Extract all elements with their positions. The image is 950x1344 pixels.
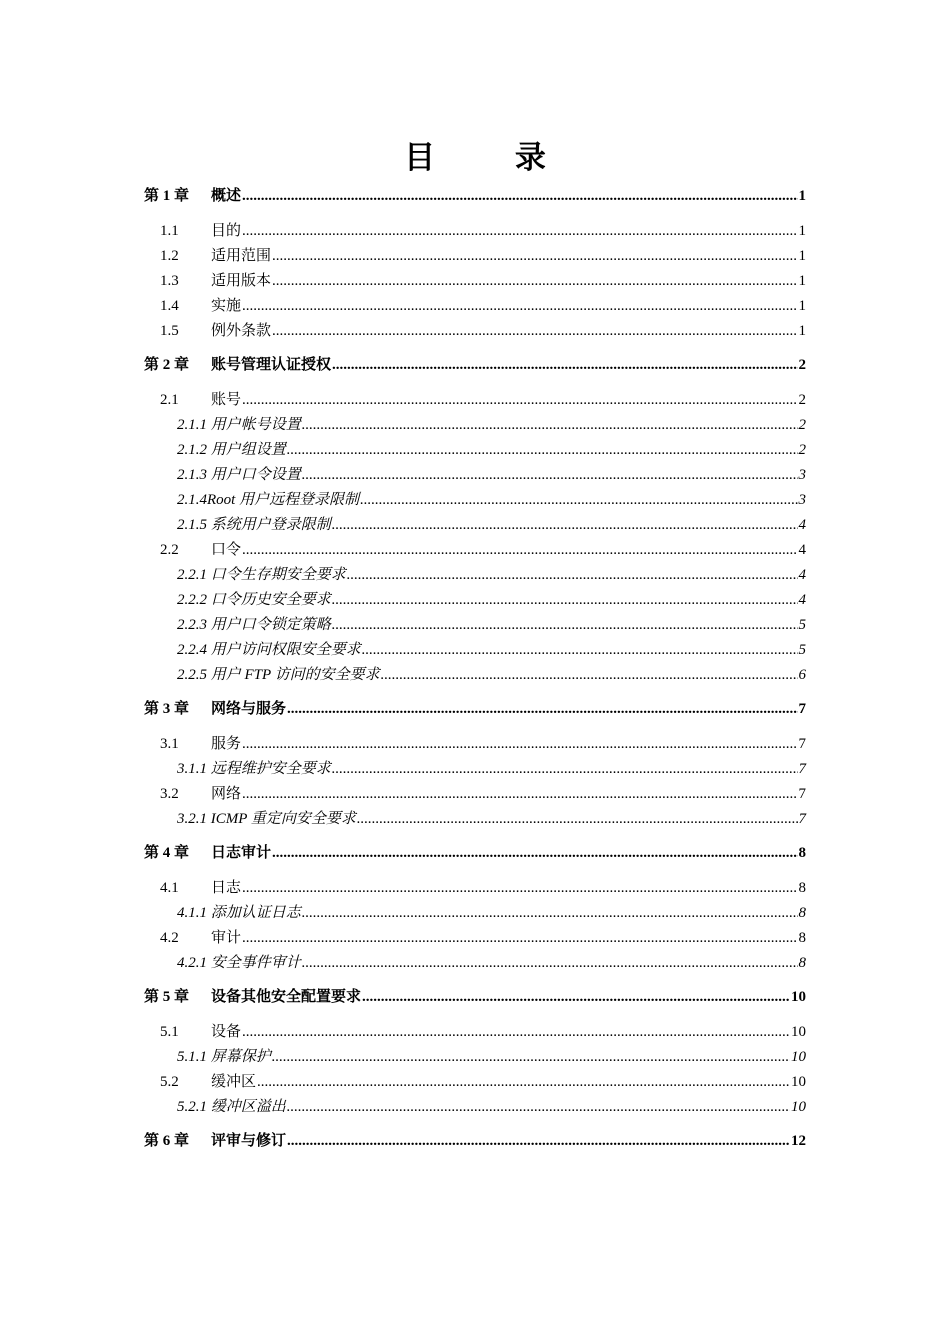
toc-entry-chapter[interactable] (144, 697, 806, 721)
toc-entry-sub[interactable] (144, 638, 806, 662)
toc-entry-sub[interactable] (144, 951, 806, 975)
toc-dot-leader (272, 244, 797, 268)
toc-entry-page-number: 8 (798, 930, 806, 946)
toc-entry-sub[interactable] (144, 901, 806, 925)
toc-dot-leader (302, 463, 798, 487)
toc-entry-page-number: 1 (798, 273, 806, 289)
toc-dot-leader (332, 757, 798, 781)
toc-entry-sub[interactable] (144, 438, 806, 462)
toc-entry-sub[interactable] (144, 613, 806, 637)
toc-dot-leader (357, 807, 798, 831)
toc-entry-number: 1.1 (160, 223, 179, 239)
toc-entry-number: 第 6 章 (144, 1133, 190, 1149)
toc-dot-leader (302, 413, 798, 437)
toc-entry-page-number: 5 (798, 617, 806, 633)
toc-entry-title: 设备其他安全配置要求 (211, 989, 362, 1005)
toc-entry-number: 第 2 章 (144, 357, 190, 373)
toc-entry-sec[interactable] (144, 876, 806, 900)
toc-entry-sec[interactable] (144, 1070, 806, 1094)
toc-entry-number: 第 4 章 (144, 845, 190, 861)
toc-dot-leader (242, 876, 797, 900)
toc-entry-title: 服务 (211, 736, 242, 752)
toc-dot-leader (347, 563, 798, 587)
toc-entry-page-number: 4 (798, 567, 806, 583)
toc-entry-title: 适用范围 (211, 248, 272, 264)
toc-entry-number: 3.2 (160, 786, 179, 802)
toc-entry-title: 评审与修订 (211, 1133, 287, 1149)
toc-dot-leader (302, 951, 798, 975)
toc-dot-leader (242, 782, 797, 806)
toc-dot-leader (242, 294, 797, 318)
toc-entry-title: 账号管理认证授权 (211, 357, 332, 373)
toc-dot-leader (287, 438, 798, 462)
toc-entry-number: 1.3 (160, 273, 179, 289)
toc-entry-sub[interactable] (144, 488, 806, 512)
toc-entry-number: 3.1 (160, 736, 179, 752)
toc-entry-sec[interactable] (144, 294, 806, 318)
toc-entry-sec[interactable] (144, 244, 806, 268)
toc-entry-title: 2.2.2 口令历史安全要求 (177, 592, 331, 608)
toc-entry-sec[interactable] (144, 782, 806, 806)
toc-entry-title: 目的 (211, 223, 242, 239)
toc-entry-sub[interactable] (144, 1045, 806, 1069)
toc-entry-title: 2.1.4Root 用户远程登录限制 (177, 492, 360, 508)
toc-entry-page-number: 2 (798, 417, 806, 433)
toc-entry-page-number: 4 (798, 517, 806, 533)
toc-dot-leader (332, 513, 798, 537)
toc-entry-number: 5.1 (160, 1024, 179, 1040)
toc-dot-leader (287, 697, 797, 721)
toc-dot-leader (332, 588, 798, 612)
toc-dot-leader (272, 1045, 790, 1069)
page-title: 目 录 (404, 140, 582, 175)
toc-entry-chapter[interactable] (144, 985, 806, 1009)
toc-entry-page-number: 12 (791, 1133, 806, 1149)
toc-entry-title: 日志 (211, 880, 242, 896)
toc-dot-leader (360, 488, 797, 512)
toc-entry-sec[interactable] (144, 269, 806, 293)
toc-entry-sub[interactable] (144, 513, 806, 537)
toc-entry-page-number: 3 (798, 467, 806, 483)
toc-entry-title: 审计 (211, 930, 242, 946)
toc-entry-page-number: 8 (798, 880, 806, 896)
toc-entry-sub[interactable] (144, 1095, 806, 1119)
toc-entry-page-number: 4 (798, 592, 806, 608)
toc-entry-title: 5.1.1 屏幕保护 (177, 1049, 271, 1065)
toc-entry-page-number: 1 (798, 188, 806, 204)
toc-entry-title: 网络与服务 (211, 701, 287, 717)
toc-entry-title: 5.2.1 缓冲区溢出 (177, 1099, 286, 1115)
toc-dot-leader (242, 1020, 790, 1044)
toc-entry-sub[interactable] (144, 463, 806, 487)
toc-entry-page-number: 10 (791, 1099, 806, 1115)
toc-entry-number: 2.1 (160, 392, 179, 408)
toc-dot-leader (332, 353, 797, 377)
toc-entry-number: 4.2 (160, 930, 179, 946)
toc-dot-leader (242, 926, 797, 950)
toc-entry-page-number: 7 (798, 701, 806, 717)
toc-dot-leader (257, 1070, 790, 1094)
toc-dot-leader (302, 901, 798, 925)
toc-entry-sec[interactable] (144, 732, 806, 756)
toc-entry-page-number: 10 (791, 1074, 806, 1090)
toc-entry-page-number: 1 (798, 223, 806, 239)
toc-dot-leader (362, 985, 790, 1009)
toc-entry-page-number: 10 (791, 989, 806, 1005)
toc-entry-sec[interactable] (144, 1020, 806, 1044)
toc-entry-sub[interactable] (144, 663, 806, 687)
toc-entry-title: 实施 (211, 298, 242, 314)
toc-entry-page-number: 7 (798, 761, 806, 777)
toc-entry-title: 2.1.1 用户帐号设置 (177, 417, 301, 433)
toc-entry-page-number: 10 (791, 1024, 806, 1040)
toc-entry-sub[interactable] (144, 413, 806, 437)
toc-entry-title: 2.2.4 用户访问权限安全要求 (177, 642, 361, 658)
toc-entry-number: 2.2 (160, 542, 179, 558)
toc-entry-sec[interactable] (144, 388, 806, 412)
toc-entry-page-number: 10 (791, 1049, 806, 1065)
toc-entry-page-number: 7 (798, 811, 806, 827)
toc-entry-page-number: 8 (798, 955, 806, 971)
toc-entry-number: 5.2 (160, 1074, 179, 1090)
toc-entry-page-number: 8 (798, 905, 806, 921)
toc-entry-page-number: 8 (798, 845, 806, 861)
toc-dot-leader (272, 269, 797, 293)
toc-entry-page-number: 1 (798, 323, 806, 339)
toc-entry-title: 缓冲区 (211, 1074, 257, 1090)
toc-entry-page-number: 4 (798, 542, 806, 558)
toc-entry-page-number: 3 (798, 492, 806, 508)
toc-entry-title: 2.1.5 系统用户登录限制 (177, 517, 331, 533)
toc-dot-leader (242, 732, 797, 756)
toc-entry-page-number: 7 (798, 736, 806, 752)
toc-entry-number: 1.2 (160, 248, 179, 264)
toc-entry-chapter[interactable] (144, 184, 806, 208)
toc-entry-title: 2.1.3 用户口令设置 (177, 467, 301, 483)
toc-dot-leader (242, 388, 797, 412)
toc-entry-number: 第 5 章 (144, 989, 190, 1005)
toc-dot-leader (242, 219, 797, 243)
toc-entry-sec[interactable] (144, 319, 806, 343)
toc-entry-title: 适用版本 (211, 273, 272, 289)
toc-entry-sub[interactable] (144, 563, 806, 587)
toc-entry-sec[interactable] (144, 219, 806, 243)
toc-entry-title: 3.2.1 ICMP 重定向安全要求 (177, 811, 356, 827)
toc-entry-number: 第 1 章 (144, 188, 190, 204)
toc-entry-title: 概述 (211, 188, 242, 204)
toc-dot-leader (272, 841, 797, 865)
toc-entry-page-number: 6 (798, 667, 806, 683)
toc-entry-page-number: 2 (798, 442, 806, 458)
toc-entry-title: 网络 (211, 786, 242, 802)
toc-entry-title: 例外条款 (211, 323, 272, 339)
toc-entry-chapter[interactable] (144, 1129, 806, 1153)
toc-dot-leader (287, 1095, 790, 1119)
toc-dot-leader (242, 184, 797, 208)
toc-dot-leader (381, 663, 798, 687)
toc-entry-title: 4.2.1 安全事件审计 (177, 955, 301, 971)
toc-entry-page-number: 1 (798, 298, 806, 314)
toc-entry-sub[interactable] (144, 807, 806, 831)
toc-entry-sec[interactable] (144, 926, 806, 950)
toc-entry-number: 1.4 (160, 298, 179, 314)
toc-entry-page-number: 2 (798, 357, 806, 373)
toc-entry-title: 账号 (211, 392, 242, 408)
toc-entry-title: 2.2.3 用户口令锁定策略 (177, 617, 331, 633)
toc-entry-sub[interactable] (144, 757, 806, 781)
toc-entry-title: 日志审计 (211, 845, 272, 861)
toc-dot-leader (362, 638, 798, 662)
toc-dot-leader (287, 1129, 790, 1153)
toc-entry-number: 第 3 章 (144, 701, 190, 717)
toc-entry-title: 4.1.1 添加认证日志 (177, 905, 301, 921)
toc-entry-title: 3.1.1 远程维护安全要求 (177, 761, 331, 777)
toc-dot-leader (242, 538, 797, 562)
toc-entry-title: 2.1.2 用户组设置 (177, 442, 286, 458)
toc-entry-page-number: 2 (798, 392, 806, 408)
toc-entry-number: 1.5 (160, 323, 179, 339)
toc-entry-chapter[interactable] (144, 353, 806, 377)
toc-entry-page-number: 1 (798, 248, 806, 264)
toc-dot-leader (272, 319, 797, 343)
toc-dot-leader (332, 613, 798, 637)
toc-entry-title: 2.2.5 用户 FTP 访问的安全要求 (177, 667, 380, 683)
toc-entry-sec[interactable] (144, 538, 806, 562)
toc-entry-number: 4.1 (160, 880, 179, 896)
toc-entry-chapter[interactable] (144, 841, 806, 865)
toc-entry-title: 设备 (211, 1024, 242, 1040)
toc-entry-title: 口令 (211, 542, 242, 558)
toc-entry-title: 2.2.1 口令生存期安全要求 (177, 567, 346, 583)
toc-entry-page-number: 5 (798, 642, 806, 658)
toc-entry-page-number: 7 (798, 786, 806, 802)
toc-entry-sub[interactable] (144, 588, 806, 612)
